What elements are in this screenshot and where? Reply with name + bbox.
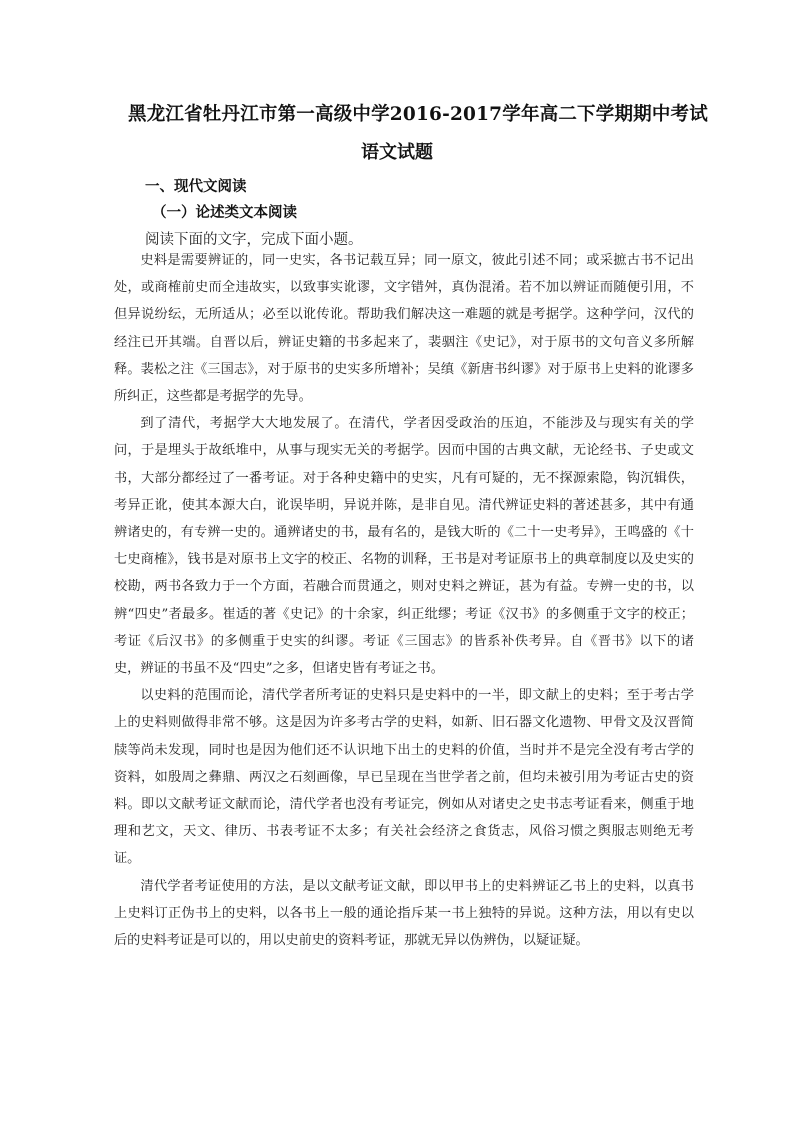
paragraph: 清代学者考证使用的方法，是以文献考证文献，即以甲书上的史料辨证乙书上的史料，以真书上史料订正伪书上的史料，以各书上一般的通论指斥某一书上独特的异说。这种方法，用以有史以后的史料考证是可以的，用以史前史的资料考证，那就无异以伪辨伪，以疑证疑。 — [114, 878, 694, 949]
paragraph: 到了清代，考据学大大地发展了。在清代，学者因受政治的压迫，不能涉及与现实有关的学问，于是埋头于故纸堆中，从事与现实无关的考据学。因而中国的古典文献，无论经书、子史或文书，大部分都经过了一番考证。对于各种史籍中的史实，凡有可疑的，无不探源索隐，钩沉辑佚，考异正讹，使其本源大白，讹误毕明，异说并陈，是非自见。清代辨证史料的著述甚多，其中有通辨诸史的，有专辨一史的。通辨诸史的书，最有名的，是钱大昕的《二十一史考异》，王鸣盛的《十七史商榷》，钱书是对原书上文字的校正、名物的训释，王书是对考证原书上的典章制度以及史实的校勘，两书各致力于一个方面，若融合而贯通之，则对史料之辨证，甚为有益。专辨一史的书，以辨“四史”者最多。崔适的著《史记》的十余家，纠正纰缪；考证《汉书》的多侧重于文字的校正；考证《后汉书》的多侧重于史实的纠谬。考证《三国志》的皆系补佚考异。自《晋书》以下的诸史，辨证的书虽不及“四史”之多，但诸史皆有考证之书。 — [114, 416, 694, 677]
section-heading: 一、现代文阅读 — [145, 179, 247, 195]
page-title: 黑龙江省牡丹江市第一高级中学2016-2017学年高二下学期期中考试 — [128, 104, 708, 125]
paragraph: 以史料的范围而论，清代学者所考证的史料只是史料中的一半，即文献上的史料；至于考古学上的史料则做得非常不够。这是因为许多考古学的史料，如新、旧石器文化遗物、甲骨文及汉晋简牍等尚未发现，同时也是因为他们还不认识地下出土的史料的价值，当时并不是完全没有考古学的资料，如殷周之彝鼎、两汉之石刻画像，早已呈现在当世学者之前，但均未被引用为考证古史的资料。即以文献考证文献而论，清代学者也没有考证完，例如从对诸史之史书志考证看来，侧重于地理和艺文，天文、律历、书表考证不太多；有关社会经济之食货志，风俗习惯之舆服志则绝无考证。 — [114, 688, 694, 867]
page-subtitle: 语文试题 — [361, 142, 433, 163]
reading-instruction: 阅读下面的文字，完成下面小题。 — [145, 232, 363, 248]
paragraph: 史料是需要辨证的，同一史实，各书记载互异；同一原文，彼此引述不同；或采摭古书不记出处，或商榷前史而全违故实，以致事实讹谬，文字错舛，真伪混淆。若不加以辨证而随便引用，不但异说纷纭，无所适从；必至以讹传讹。帮助我们解决这一难题的就是考据学。这种学问，汉代的经注已开其端。自晋以后，辨证史籍的书多起来了，裴骃注《史记》，对于原书的文句音义多所解释。裴松之注《三国志》，对于原书的史实多所增补；吴缜《新唐书纠谬》对于原书上史料的讹谬多所纠正，这些都是考据学的先导。 — [114, 253, 694, 405]
subsection-heading: （一）论述类文本阅读 — [152, 205, 297, 221]
article-body — [114, 247, 694, 954]
